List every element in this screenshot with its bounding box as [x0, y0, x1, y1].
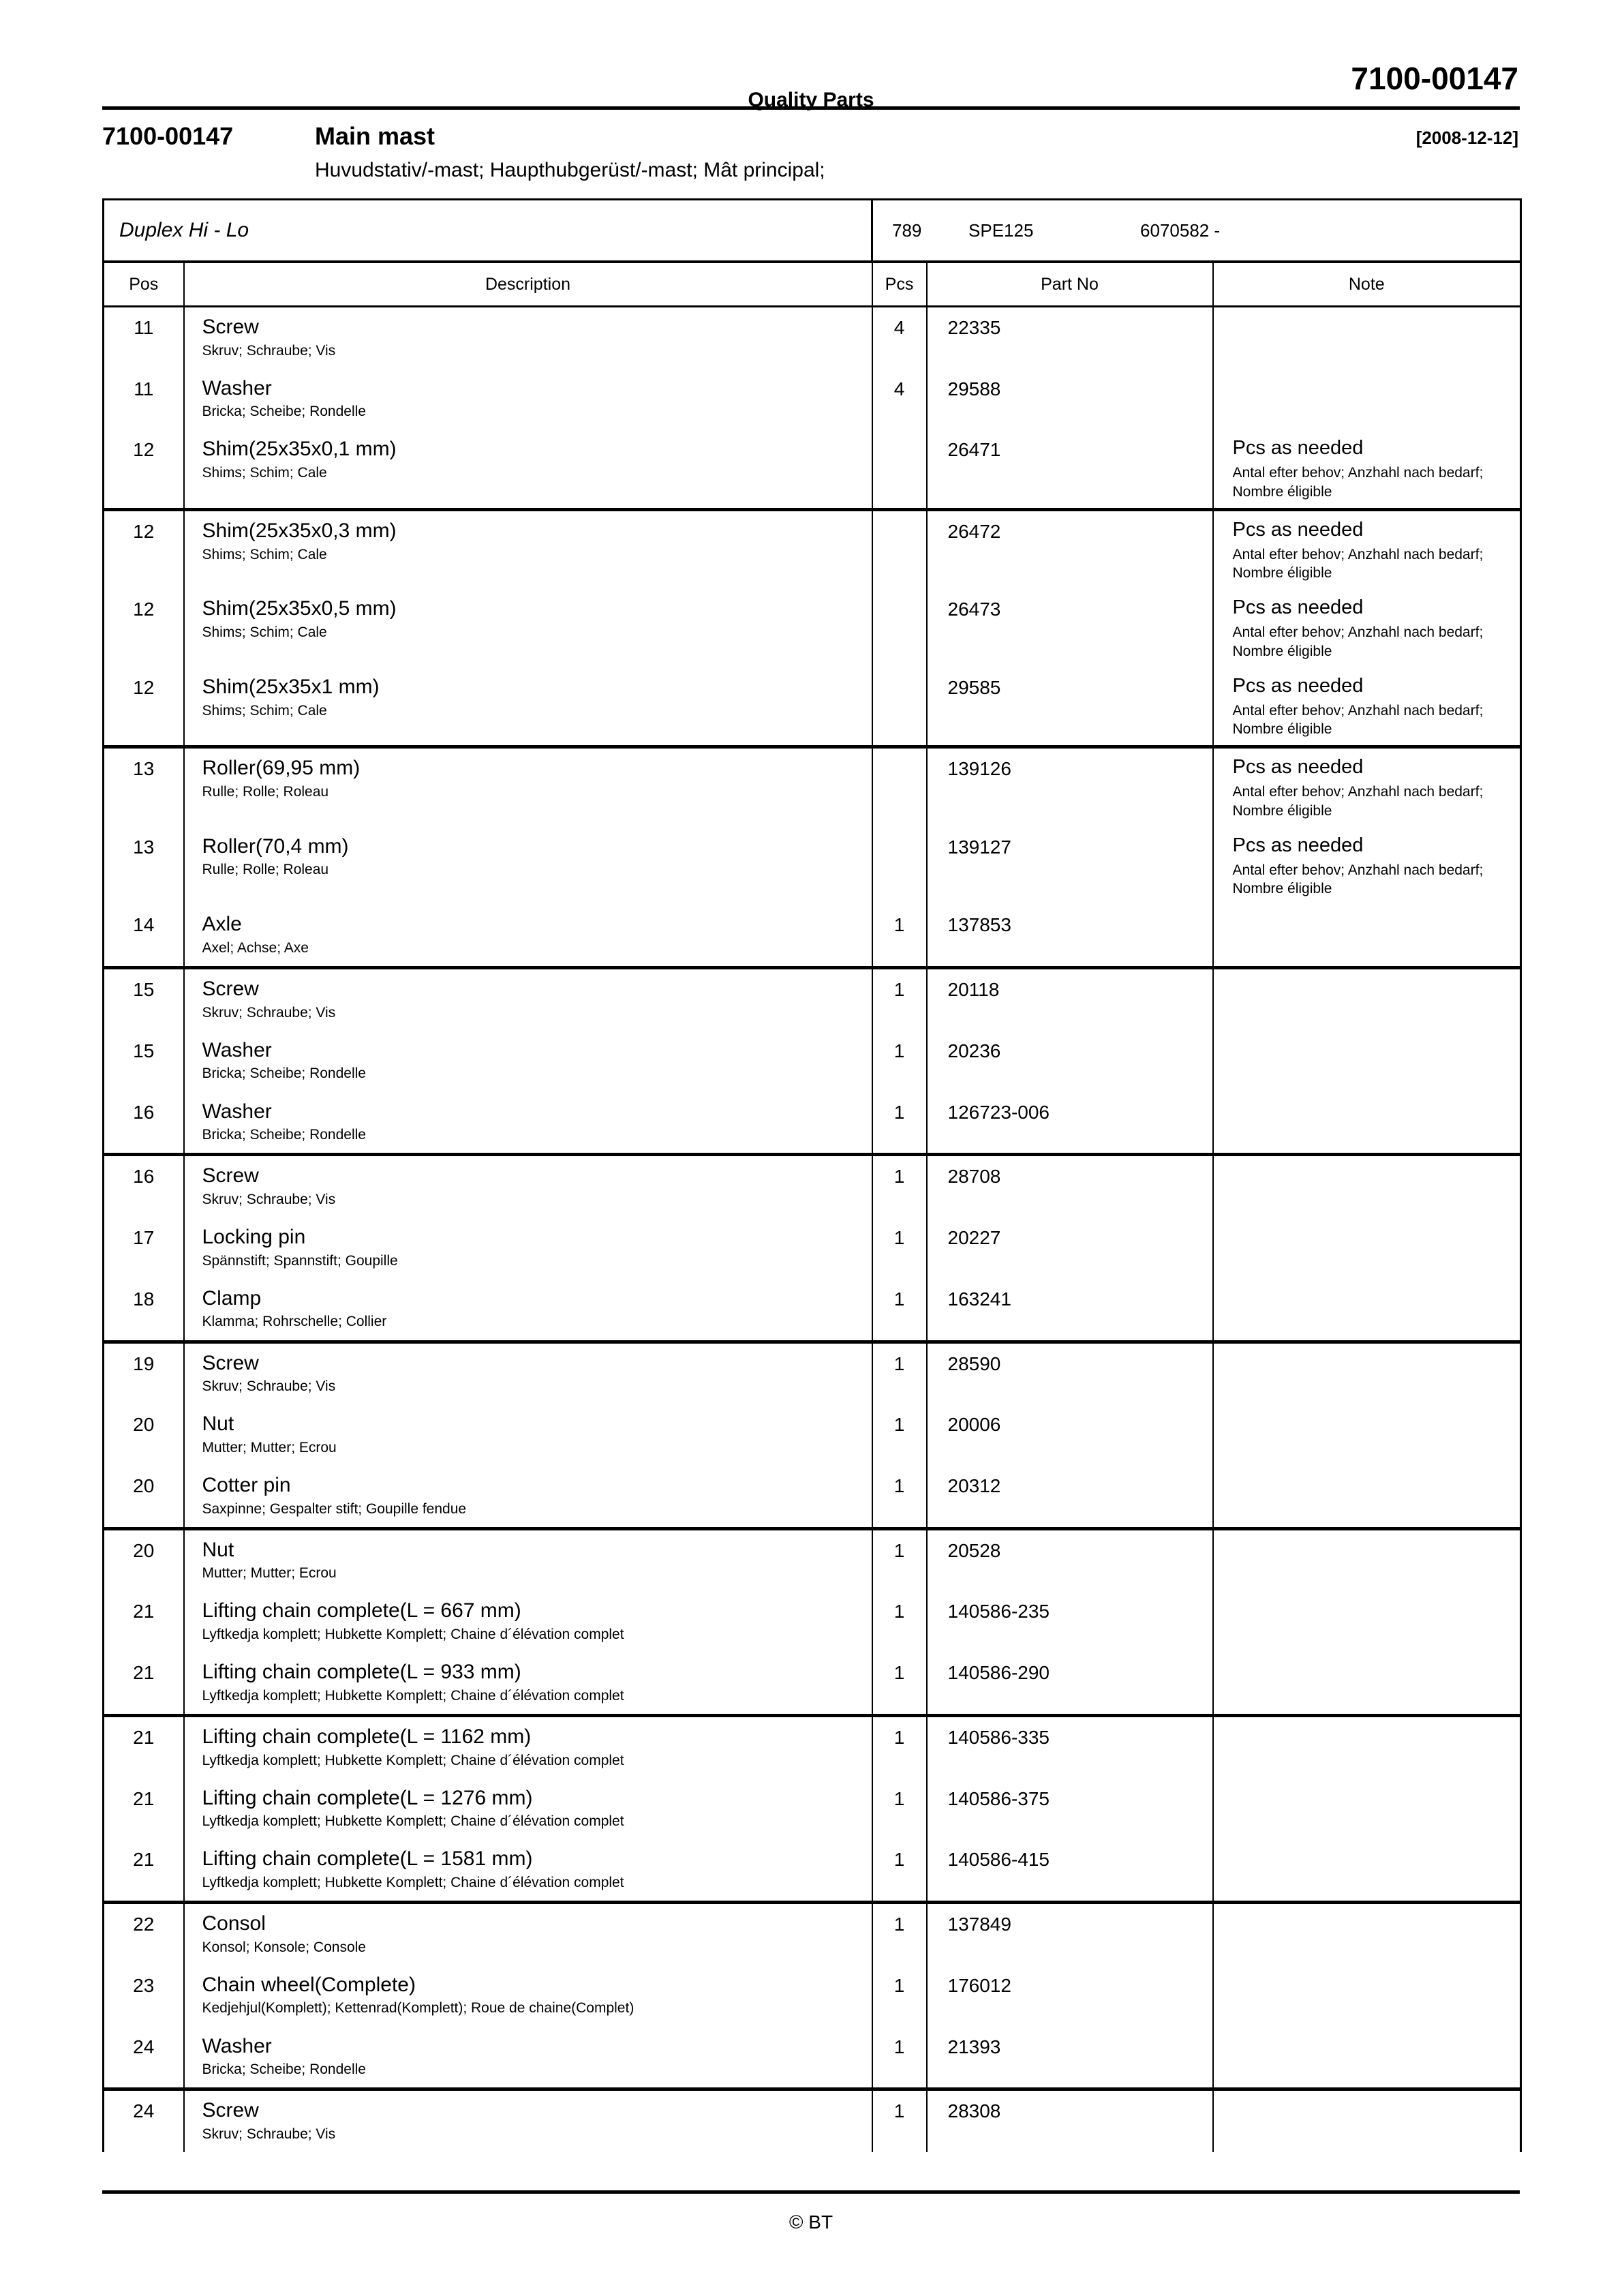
row-description-translations: Skruv; Schraube; Vis [202, 342, 336, 359]
table-row [104, 1279, 1521, 1342]
row-note [1213, 1528, 1521, 1591]
row-pcs: 1 [872, 1779, 927, 1840]
row-note [1213, 1155, 1521, 1218]
row-description-main: Lifting chain complete(L = 667 mm) [202, 1599, 521, 1622]
row-pcs: 1 [872, 1965, 927, 2027]
table-row [104, 589, 1521, 667]
row-pos: 21 [104, 1652, 184, 1715]
row-description-translations: Axel; Achse; Axe [202, 939, 309, 956]
column-header-pcs: Pcs [872, 262, 927, 307]
row-pcs [872, 747, 927, 827]
row-note-main: Pcs as needed [1232, 674, 1364, 697]
row-description-main: Roller(70,4 mm) [202, 834, 349, 858]
row-note [1213, 589, 1521, 667]
table-row [104, 1528, 1521, 1591]
table-row [104, 968, 1521, 1031]
row-pcs: 1 [872, 1715, 927, 1778]
row-pos: 15 [133, 979, 155, 1001]
footer-divider [102, 2190, 1520, 2194]
row-description [184, 369, 872, 430]
row-description-translations: Rulle; Rolle; Roleau [202, 862, 329, 878]
row-note-translations: Antal efter behov; Anzhahl nach bedarf; Nombre éligible [1232, 546, 1484, 581]
row-note [1213, 1404, 1521, 1466]
row-note-main: Pcs as needed [1232, 834, 1364, 856]
table-row [104, 369, 1521, 430]
row-part-no: 20227 [927, 1218, 1213, 1279]
row-description [184, 509, 872, 589]
title-document-number: 7100-00147 [102, 122, 234, 150]
row-pcs: 4 [872, 307, 927, 369]
row-pcs: 1 [872, 1342, 927, 1404]
row-part-no: 28708 [927, 1155, 1213, 1218]
row-description-translations: Bricka; Scheibe; Rondelle [202, 2061, 366, 2078]
row-note [1213, 747, 1521, 827]
row-note [1213, 2027, 1521, 2089]
row-pos: 12 [133, 599, 155, 620]
row-note [1213, 1652, 1521, 1715]
row-description-main: Axle [202, 913, 242, 936]
row-description-translations: Shims; Schim; Cale [202, 702, 327, 719]
row-description-main: Nut [202, 1538, 234, 1561]
row-description [184, 1466, 872, 1528]
row-pos: 23 [133, 1974, 155, 1996]
column-header-description: Description [184, 262, 872, 307]
row-description [184, 667, 872, 747]
row-note [1213, 1031, 1521, 1092]
row-note [1213, 429, 1521, 509]
row-pos: 20 [104, 1466, 184, 1528]
row-description [184, 1404, 872, 1466]
table-row [104, 509, 1521, 589]
row-pos: 13 [133, 758, 155, 780]
row-part-no: 22335 [927, 307, 1213, 369]
row-part-no: 29585 [927, 667, 1213, 747]
row-description [184, 1965, 872, 2027]
row-note [1213, 1092, 1521, 1155]
row-pos: 21 [133, 1726, 155, 1748]
row-note [1213, 968, 1521, 1031]
row-part-no: 139127 [927, 827, 1213, 905]
row-description [184, 2089, 872, 2152]
table-row [104, 307, 1521, 369]
row-part-no: 20312 [927, 1466, 1213, 1528]
row-pcs: 1 [872, 1903, 927, 1965]
table-row [104, 827, 1521, 905]
row-description-translations: Konsol; Konsole; Console [202, 1939, 366, 1955]
table-row [104, 1715, 1521, 1778]
row-description-translations: Klamma; Rohrschelle; Collier [202, 1314, 387, 1330]
row-description [184, 1839, 872, 1902]
row-pos: 12 [104, 667, 184, 747]
row-note-main: Pcs as needed [1232, 518, 1364, 541]
parts-table-body [104, 200, 1521, 2153]
row-description [184, 1528, 872, 1591]
row-part-no: 140586-290 [927, 1652, 1213, 1715]
row-description-translations: Spännstift; Spannstift; Goupille [202, 1252, 398, 1269]
row-pcs [872, 589, 927, 667]
row-description-main: Shim(25x35x0,5 mm) [202, 597, 397, 620]
row-description [184, 747, 872, 827]
table-row [104, 1903, 1521, 1965]
row-part-no: 140586-415 [927, 1839, 1213, 1902]
table-row [104, 1652, 1521, 1715]
row-description [184, 1155, 872, 1218]
row-description [184, 1092, 872, 1155]
row-description-main: Screw [202, 978, 259, 1001]
row-description [184, 1279, 872, 1342]
row-pcs [872, 509, 927, 589]
row-description-translations: Lyftkedja komplett; Hubkette Komplett; Chaine d´élévation complet [202, 1813, 624, 1830]
table-row [104, 1092, 1521, 1155]
row-description-translations: Mutter; Mutter; Ecrou [202, 1565, 337, 1582]
row-part-no: 137853 [927, 905, 1213, 967]
table-row [104, 1779, 1521, 1840]
row-pos: 20 [133, 1539, 155, 1561]
table-row [104, 1839, 1521, 1902]
row-description [184, 1031, 872, 1092]
row-description-main: Clamp [202, 1286, 262, 1310]
column-header-note: Note [1213, 262, 1521, 307]
row-pos: 22 [133, 1914, 155, 1935]
row-pos: 13 [133, 836, 155, 858]
row-part-no: 139126 [927, 747, 1213, 827]
row-pcs: 1 [872, 1155, 927, 1218]
row-pos: 19 [133, 1353, 155, 1374]
row-pcs: 4 [872, 369, 927, 430]
row-part-no: 29588 [927, 369, 1213, 430]
row-part-no: 26471 [927, 429, 1213, 509]
row-note-translations: Antal efter behov; Anzhahl nach bedarf; Nombre éligible [1232, 465, 1484, 500]
row-pos: 11 [134, 378, 154, 399]
row-description [184, 589, 872, 667]
column-header-pos: Pos [104, 262, 184, 307]
row-pcs: 1 [872, 1404, 927, 1466]
table-row [104, 1155, 1521, 1218]
row-part-no: 20006 [927, 1404, 1213, 1466]
row-note-main: Pcs as needed [1232, 437, 1364, 459]
row-description-main: Chain wheel(Complete) [202, 1973, 416, 1996]
row-description-main: Nut [202, 1413, 234, 1436]
column-header-row [104, 262, 1521, 307]
row-note [1213, 1218, 1521, 1279]
row-note [1213, 1342, 1521, 1404]
row-pos: 21 [133, 1787, 155, 1809]
row-description-main: Washer [202, 1100, 272, 1123]
variant-name: Duplex Hi - Lo [104, 200, 872, 262]
row-part-no: 28590 [927, 1342, 1213, 1404]
row-description [184, 968, 872, 1031]
row-pcs: 1 [872, 1279, 927, 1342]
row-description-translations: Skruv; Schraube; Vis [202, 1378, 336, 1395]
row-pos: 15 [133, 1040, 155, 1061]
row-description-translations: Lyftkedja komplett; Hubkette Komplett; Chaine d´élévation complet [202, 1874, 624, 1890]
row-part-no: 28308 [927, 2089, 1213, 2152]
row-pos: 24 [104, 2027, 184, 2089]
row-part-no: 20528 [927, 1528, 1213, 1591]
header-document-number: 7100-00147 [1351, 61, 1518, 96]
row-description-translations: Skruv; Schraube; Vis [202, 1004, 336, 1021]
row-pcs: 1 [872, 1591, 927, 1652]
row-description [184, 1218, 872, 1279]
row-description [184, 2027, 872, 2089]
row-pos: 14 [104, 905, 184, 967]
row-description [184, 1342, 872, 1404]
row-description-main: Screw [202, 1164, 259, 1188]
table-row [104, 1218, 1521, 1279]
page-header [102, 0, 1520, 111]
row-part-no: 26473 [927, 589, 1213, 667]
row-note-translations: Antal efter behov; Anzhahl nach bedarf; Nombre éligible [1232, 784, 1484, 819]
row-note [1213, 1779, 1521, 1840]
table-row [104, 747, 1521, 827]
variant-code-c: 6070582 - [1140, 220, 1221, 241]
row-part-no: 126723-006 [927, 1092, 1213, 1155]
table-row [104, 429, 1521, 509]
footer-copyright: © BT [789, 2211, 833, 2233]
row-pcs: 1 [872, 1466, 927, 1528]
row-note [1213, 2089, 1521, 2152]
row-note [1213, 369, 1521, 430]
table-row [104, 1591, 1521, 1652]
variant-header-row [104, 200, 1521, 262]
row-pcs: 1 [872, 1218, 927, 1279]
table-row [104, 1031, 1521, 1092]
table-row [104, 2089, 1521, 2152]
row-pos: 20 [133, 1414, 155, 1436]
row-description-main: Screw [202, 316, 259, 338]
row-description-translations: Lyftkedja komplett; Hubkette Komplett; Chaine d´élévation complet [202, 1687, 624, 1704]
row-note-main: Pcs as needed [1232, 596, 1364, 619]
row-description-main: Washer [202, 1038, 272, 1061]
row-note [1213, 1965, 1521, 2027]
row-description-translations: Kedjehjul(Komplett); Kettenrad(Komplett); Roue de chaine(Complet) [202, 2000, 634, 2016]
row-note [1213, 307, 1521, 369]
row-note [1213, 827, 1521, 905]
row-description [184, 1652, 872, 1715]
row-description-main: Screw [202, 1351, 259, 1374]
row-description [184, 307, 872, 369]
row-pos: 18 [104, 1279, 184, 1342]
row-description-main: Shim(25x35x0,1 mm) [202, 438, 397, 461]
row-description-main: Shim(25x35x0,3 mm) [202, 519, 397, 542]
row-description-main: Washer [202, 2034, 272, 2057]
row-pcs: 1 [872, 1528, 927, 1591]
row-pcs: 1 [872, 968, 927, 1031]
row-description-translations: Bricka; Scheibe; Rondelle [202, 1066, 366, 1082]
row-description-translations: Lyftkedja komplett; Hubkette Komplett; Chaine d´élévation complet [202, 1627, 624, 1643]
revision-date: [2008-12-12] [1416, 127, 1518, 148]
row-description [184, 1779, 872, 1840]
row-description [184, 905, 872, 967]
row-note [1213, 1591, 1521, 1652]
row-part-no: 26472 [927, 509, 1213, 589]
row-description-translations: Lyftkedja komplett; Hubkette Komplett; Chaine d´élévation complet [202, 1752, 624, 1768]
row-part-no: 176012 [927, 1965, 1213, 2027]
row-pos: 17 [133, 1227, 155, 1249]
row-pos: 21 [104, 1839, 184, 1902]
row-description-main: Cotter pin [202, 1473, 291, 1496]
row-description [184, 1903, 872, 1965]
row-part-no: 137849 [927, 1903, 1213, 1965]
variant-code-a: 789 [892, 220, 922, 241]
row-pcs [872, 827, 927, 905]
table-row [104, 2027, 1521, 2089]
row-description-main: Lifting chain complete(L = 1162 mm) [202, 1725, 532, 1748]
table-row [104, 1466, 1521, 1528]
row-description-translations: Saxpinne; Gespalter stift; Goupille fendue [202, 1500, 467, 1517]
row-pcs: 1 [872, 2089, 927, 2152]
row-pos: 16 [104, 1092, 184, 1155]
row-note-translations: Antal efter behov; Anzhahl nach bedarf; Nombre éligible [1232, 702, 1484, 738]
row-note [1213, 509, 1521, 589]
row-pcs: 1 [872, 1839, 927, 1902]
row-note [1213, 905, 1521, 967]
row-description-translations: Shims; Schim; Cale [202, 465, 327, 481]
row-pos: 12 [133, 520, 155, 542]
row-pcs: 1 [872, 1652, 927, 1715]
row-note [1213, 1715, 1521, 1778]
row-part-no: 140586-375 [927, 1779, 1213, 1840]
row-note-main: Pcs as needed [1232, 756, 1364, 779]
row-description-main: Screw [202, 2099, 259, 2122]
row-pos: 12 [104, 429, 184, 509]
row-description-main: Locking pin [202, 1226, 306, 1249]
row-part-no: 163241 [927, 1279, 1213, 1342]
row-pcs [872, 667, 927, 747]
row-description-main: Consol [202, 1912, 266, 1935]
row-description-main: Lifting chain complete(L = 1581 mm) [202, 1847, 533, 1871]
row-pcs: 1 [872, 1031, 927, 1092]
table-row [104, 905, 1521, 967]
row-description-translations: Bricka; Scheibe; Rondelle [202, 1127, 366, 1143]
row-note-translations: Antal efter behov; Anzhahl nach bedarf; Nombre éligible [1232, 862, 1484, 897]
row-description [184, 1715, 872, 1778]
row-note [1213, 667, 1521, 747]
table-row [104, 1342, 1521, 1404]
row-description [184, 429, 872, 509]
title-block [102, 122, 1520, 198]
row-pcs: 1 [872, 905, 927, 967]
row-description-translations: Rulle; Rolle; Roleau [202, 784, 329, 800]
row-description-translations: Skruv; Schraube; Vis [202, 2126, 336, 2142]
row-description [184, 827, 872, 905]
header-center-title: Quality Parts [748, 89, 874, 111]
row-pos: 24 [133, 2100, 155, 2122]
row-part-no: 140586-235 [927, 1591, 1213, 1652]
row-part-no: 20118 [927, 968, 1213, 1031]
parts-table [102, 198, 1522, 2152]
row-description-translations: Skruv; Schraube; Vis [202, 1191, 336, 1207]
row-pcs [872, 429, 927, 509]
page-footer [102, 2190, 1520, 2233]
row-note [1213, 1839, 1521, 1902]
table-row [104, 1404, 1521, 1466]
row-description-translations: Mutter; Mutter; Ecrou [202, 1439, 337, 1455]
column-header-part-no: Part No [927, 262, 1213, 307]
row-pos: 11 [134, 317, 154, 338]
row-part-no: 140586-335 [927, 1715, 1213, 1778]
row-pos: 21 [133, 1601, 155, 1622]
row-description-translations: Bricka; Scheibe; Rondelle [202, 404, 366, 420]
table-row [104, 667, 1521, 747]
row-note-translations: Antal efter behov; Anzhahl nach bedarf; Nombre éligible [1232, 624, 1484, 659]
row-pcs: 1 [872, 2027, 927, 2089]
row-description-translations: Shims; Schim; Cale [202, 624, 327, 641]
row-pcs: 1 [872, 1092, 927, 1155]
title-subtitle-translations: Huvudstativ/-mast; Haupthubgerüst/-mast; Mât principal; [315, 159, 825, 181]
page-title: Main mast [315, 122, 435, 150]
row-description-main: Roller(69,95 mm) [202, 757, 361, 780]
row-description-main: Lifting chain complete(L = 1276 mm) [202, 1786, 533, 1809]
row-note [1213, 1903, 1521, 1965]
row-description-main: Lifting chain complete(L = 933 mm) [202, 1661, 521, 1684]
table-row [104, 1965, 1521, 2027]
variant-code-b: SPE125 [968, 220, 1034, 241]
row-description-translations: Shims; Schim; Cale [202, 546, 327, 562]
row-note [1213, 1279, 1521, 1342]
row-part-no: 20236 [927, 1031, 1213, 1092]
row-part-no: 21393 [927, 2027, 1213, 2089]
row-note [1213, 1466, 1521, 1528]
row-description-main: Washer [202, 376, 272, 399]
row-description [184, 1591, 872, 1652]
row-description-main: Shim(25x35x1 mm) [202, 675, 380, 698]
variant-codes [872, 200, 1521, 262]
row-pos: 16 [133, 1166, 155, 1188]
